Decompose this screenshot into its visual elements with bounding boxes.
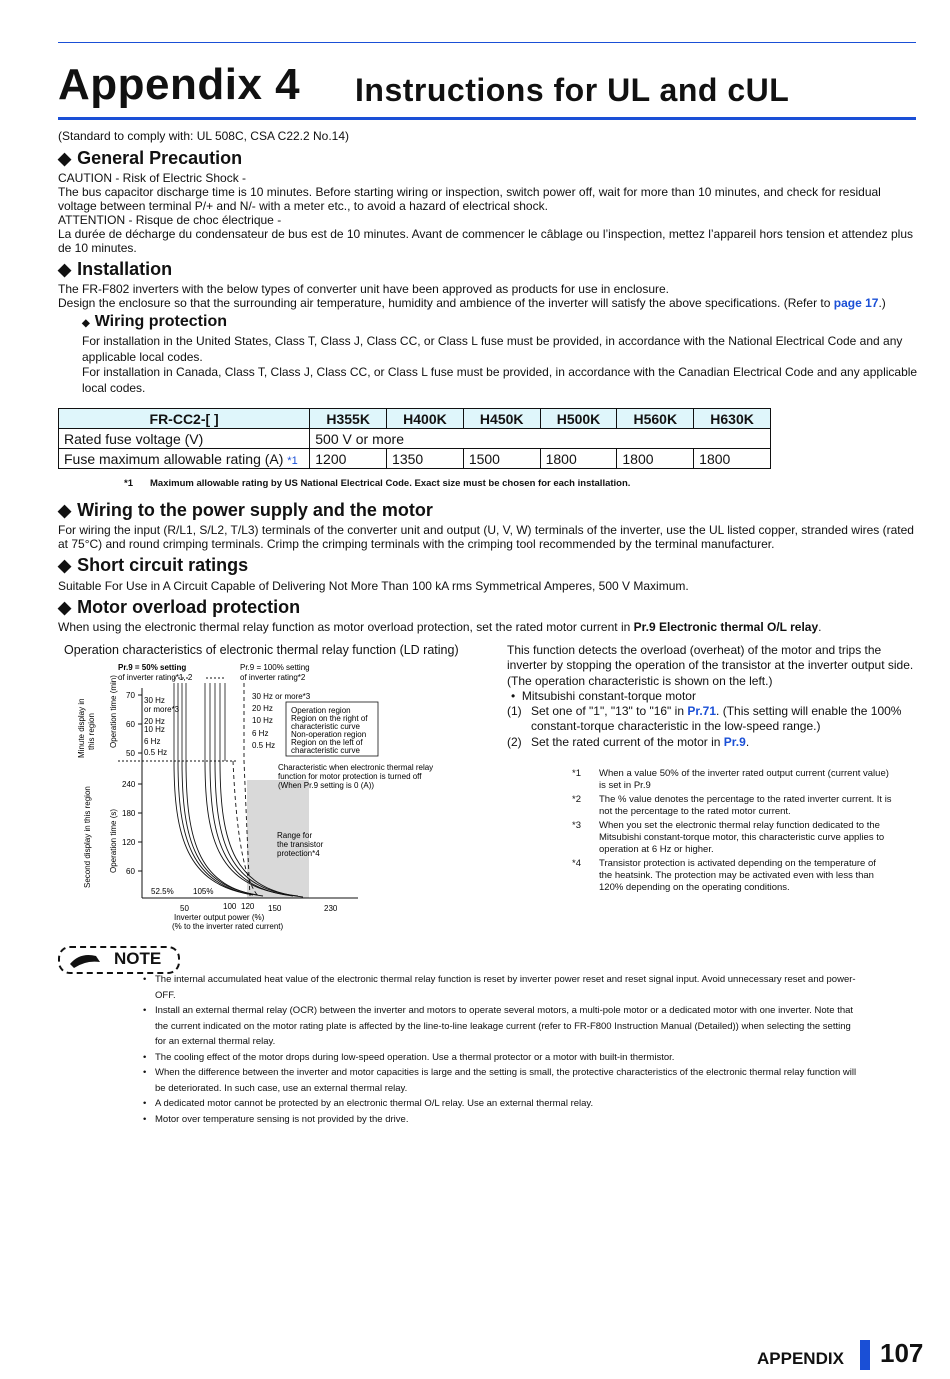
table-cell: 1800: [694, 449, 771, 469]
x-axis-label: Inverter output power (%): [174, 913, 265, 922]
x-tick-label: 100: [223, 902, 237, 911]
table-cell: 1500: [463, 449, 540, 469]
tick-label: 240: [122, 780, 136, 789]
page-title: Appendix 4: [58, 60, 301, 109]
second-display-label: Second display in this region: [83, 786, 92, 888]
pr9-50-label-2: of inverter rating*1, 2: [118, 673, 193, 682]
legend-line: Region on the right of: [291, 714, 368, 723]
wiring-protection-heading: ◆ Wiring protection: [82, 313, 227, 330]
bullet-icon: •: [511, 688, 522, 703]
standard-line: (Standard to comply with: UL 508C, CSA C22.2 No.14): [58, 129, 350, 143]
pr71-link[interactable]: Pr.71: [687, 704, 717, 719]
list-item: • The internal accumulated heat value of the electronic thermal relay function is reset by inverter power reset and reset signal input. Avoid unnecessary reset and power- OFF.: [143, 972, 917, 1003]
diamond-icon: ◆: [58, 149, 72, 168]
wiring-power-heading: ◆ Wiring to the power supply and the motor: [58, 500, 433, 520]
footer-section-label: APPENDIX: [757, 1349, 844, 1368]
diamond-icon: ◆: [58, 501, 72, 520]
motor-overload-heading: ◆ Motor overload protection: [58, 597, 301, 617]
table-header-cell: H355K: [310, 409, 387, 429]
hz-label: 6 Hz: [144, 737, 161, 746]
off-note: (When Pr.9 setting is 0 (A)): [278, 781, 375, 790]
hz-label: 20 Hz: [252, 704, 273, 713]
table-header-cell: H630K: [694, 409, 771, 429]
list-item: • When the difference between the inverter and motor capacities is large and the setting is small, the protective characteristics of the electronic thermal relay function will be deteriorated. In such case, use an external thermal relay.: [143, 1065, 917, 1096]
page-number: 107: [880, 1338, 924, 1368]
legend-line: characteristic curve: [291, 746, 360, 755]
diamond-icon: ◆: [58, 260, 72, 279]
pr9-100-label-2: of inverter rating*2: [240, 673, 306, 682]
footnote-item: *1 When a value 50% of the inverter rated output current (current value) is set in Pr.9: [572, 768, 889, 791]
minute-display-label-2: this region: [87, 713, 96, 750]
table-header-cell: H450K: [463, 409, 540, 429]
short-circuit-heading: ◆ Short circuit ratings: [58, 555, 249, 575]
thermal-relay-chart: [58, 658, 498, 938]
pr9-link[interactable]: Pr.9: [723, 734, 746, 749]
pencil-icon: [66, 948, 106, 970]
x-tick-label: 230: [324, 904, 338, 913]
range-label: protection*4: [277, 849, 320, 858]
pr9-100-label: Pr.9 = 100% setting: [240, 663, 310, 672]
page-17-link[interactable]: page 17: [833, 296, 879, 310]
legend-line: Non-operation region: [291, 730, 367, 739]
installation-heading: ◆ Installation: [58, 259, 173, 279]
range-label: Range for: [277, 831, 313, 840]
table-footnote-mark: *1: [124, 478, 133, 489]
table-footnote: Maximum allowable rating by US National Electrical Code. Exact size must be chosen for each installation.: [150, 478, 631, 489]
tick-label: 120: [122, 838, 136, 847]
x-tick-label: 120: [241, 902, 255, 911]
x-tick-label: 50: [180, 904, 189, 913]
footer-page-bar: [860, 1340, 870, 1370]
rated-voltage-label: Rated fuse voltage (V): [59, 429, 310, 449]
off-note: function for motor protection is turned off: [278, 772, 422, 781]
general-heading: ◆ General Precaution: [58, 148, 243, 168]
page-subtitle: Instructions for UL and cUL: [355, 72, 790, 108]
table-header-cell: H400K: [387, 409, 464, 429]
hz-label: 0.5 Hz: [144, 748, 168, 757]
off-note: Characteristic when electronic thermal relay: [278, 763, 434, 772]
y-axis-label-min: Operation time (min): [109, 675, 118, 748]
table-header-row: [59, 409, 771, 429]
hz-label: 6 Hz: [252, 729, 269, 738]
hz-label: 30 Hz: [144, 696, 165, 705]
table-cell: 1200: [310, 449, 387, 469]
hz-label: or more*3: [144, 705, 180, 714]
tick-label: 60: [126, 720, 135, 729]
legend-line: Region on the left of: [291, 738, 363, 747]
footnote-item: *4 Transistor protection is activated depending on the temperature of the heatsink. The protection may be activated even with less than 120% depending on the operating conditions.: [572, 858, 876, 893]
legend-line: characteristic curve: [291, 722, 360, 731]
table-row: [59, 429, 771, 449]
table-header-cell: H500K: [540, 409, 617, 429]
wiring-power-text: For wiring the input (R/L1, S/L2, T/L3) terminals of the converter unit and output (U, V, W) terminals of the inverter, use the UL listed copper, stranded wires (rated at 75°C) and round crimping terminals. Crimp the crimping terminals with the crimping tool recommended by the terminal manufacturer.: [58, 523, 914, 551]
installation-text: The FR-F802 inverters with the below types of converter unit have been approved as products for use in enclosure. Design the enclosure so that the surrounding air temperature, humidity and ambience of the inverter will satisfy the above specifications. (Refer to page 17.): [58, 282, 886, 310]
table-row: [59, 449, 771, 469]
y-ticks-min: [138, 695, 142, 753]
chart-footnotes: [572, 768, 917, 894]
footnote-item: *3 When you set the electronic thermal relay function dedicated to the Mitsubishi constant-torque motor, this characteristic curve applies to operation at 6 Hz or higher.: [572, 820, 885, 855]
list-item: • A dedicated motor cannot be protected by an electronic thermal O/L relay. Use an external thermal relay.: [143, 1096, 917, 1112]
short-circuit-text: Suitable For Use in A Circuit Capable of Delivering Not More Than 100 kA rms Symmetrical Amperes, 500 V Maximum.: [58, 579, 689, 593]
list-item: • The cooling effect of the motor drops during low-speed operation. Use a thermal protector or a motor with built-in thermistor.: [143, 1050, 917, 1066]
diamond-icon: ◆: [58, 556, 72, 575]
fuse-table: [58, 408, 771, 469]
table-header-cell: H560K: [617, 409, 694, 429]
diamond-icon: ◆: [58, 598, 72, 617]
header-top-rule: [58, 42, 916, 43]
note-label: NOTE: [114, 949, 162, 968]
rated-voltage-value: 500 V or more: [310, 429, 771, 449]
x-tick-label: 150: [268, 904, 282, 913]
table-cell: 1800: [540, 449, 617, 469]
note-badge: [58, 946, 180, 974]
table-cell: 1800: [617, 449, 694, 469]
hz-label: 30 Hz or more*3: [252, 692, 311, 701]
tick-label: 50: [126, 749, 135, 758]
pct-label: 52.5%: [151, 887, 174, 896]
wiring-protection-text: For installation in the United States, Class T, Class J, Class CC, or Class L fuse must be provided, in accordance with the National Electrical Code and any applicable local codes. For installation in Canada, Class T, Class J, Class CC, or Class L fuse must be provided, in accordance with the Canadian Electrical Code and any applicable local codes.: [82, 334, 918, 396]
table-cell: 1350: [387, 449, 464, 469]
hz-label: 10 Hz: [252, 716, 273, 725]
chart-title: Operation characteristics of electronic thermal relay function (LD rating): [64, 643, 459, 657]
max-rating-label: Fuse maximum allowable rating (A) *1: [59, 449, 310, 469]
list-item: • Install an external thermal relay (OCR) between the inverter and motors to operate several motors, a multi-pole motor or a dedicated motor with one inverter. Note that the current indicated on the motor rating plate is affected by the line-to-line leakage current (refer to FR-F800 Instruction Manual (Detailed)) when selecting the setting for an external thermal relay.: [143, 1003, 917, 1050]
table-header-cell: FR-CC2-[ ]: [59, 409, 310, 429]
list-item: • Motor over temperature sensing is not provided by the drive.: [143, 1112, 917, 1128]
note-list: [143, 972, 917, 1127]
footnote-ref[interactable]: *1: [287, 454, 298, 467]
range-label: the transistor: [277, 840, 324, 849]
tick-label: 60: [126, 867, 135, 876]
legend-line: Operation region: [291, 706, 351, 715]
function-description: This function detects the overload (overheat) of the motor and trips the inverter by stopping the operation of the transistor at the inverter output side. (The operation characteristic is shown on the left.) • Mitsubishi constant-torque motor (1) Set one of "1", "13" to "16" in Pr.71. (This setting will enable the 100% constant-torque characteristic in the low-speed range.) (2) Set the rated current of the motor in Pr.9.: [507, 643, 914, 749]
y-axis-label-s: Operation time (s): [109, 808, 118, 873]
pr9-50-label: Pr.9 = 50% setting: [118, 663, 187, 672]
x-axis-label-2: (% to the inverter rated current): [172, 922, 284, 931]
small-diamond-icon: ◆: [82, 318, 90, 329]
minute-display-label: Minute display in: [77, 698, 86, 758]
hz-label: 0.5 Hz: [252, 741, 276, 750]
hz-label: 10 Hz: [144, 725, 165, 734]
header-bottom-rule: [58, 117, 916, 120]
tick-label: 180: [122, 809, 136, 818]
tick-label: 70: [126, 691, 135, 700]
grid-lines: [174, 683, 225, 761]
motor-overload-text: When using the electronic thermal relay function as motor overload protection, set the rated motor current in Pr.9 Electronic thermal O/L relay.: [58, 620, 822, 634]
general-text: CAUTION - Risk of Electric Shock - The bus capacitor discharge time is 10 minutes. Before starting wiring or inspection, switch power off, wait for more than 10 minutes, and check for residual voltage between terminal P/+ and N/- with a meter etc., to avoid a hazard of electrical shock. ATTENTION - Risque de choc électrique - La durée de décharge du condensateur de bus est de 10 minutes. Avant de commencer le câblage ou l’inspection, mettez l’appareil hors tension et attendez plus de 10 minutes.: [58, 171, 913, 255]
y-ticks-s: [138, 784, 142, 871]
footnote-item: *2 The % value denotes the percentage to the rated inverter current. It is not the percentage to the rated motor current.: [572, 794, 892, 817]
pct-label: 105%: [193, 887, 214, 896]
hz-label: 20 Hz: [144, 717, 165, 726]
